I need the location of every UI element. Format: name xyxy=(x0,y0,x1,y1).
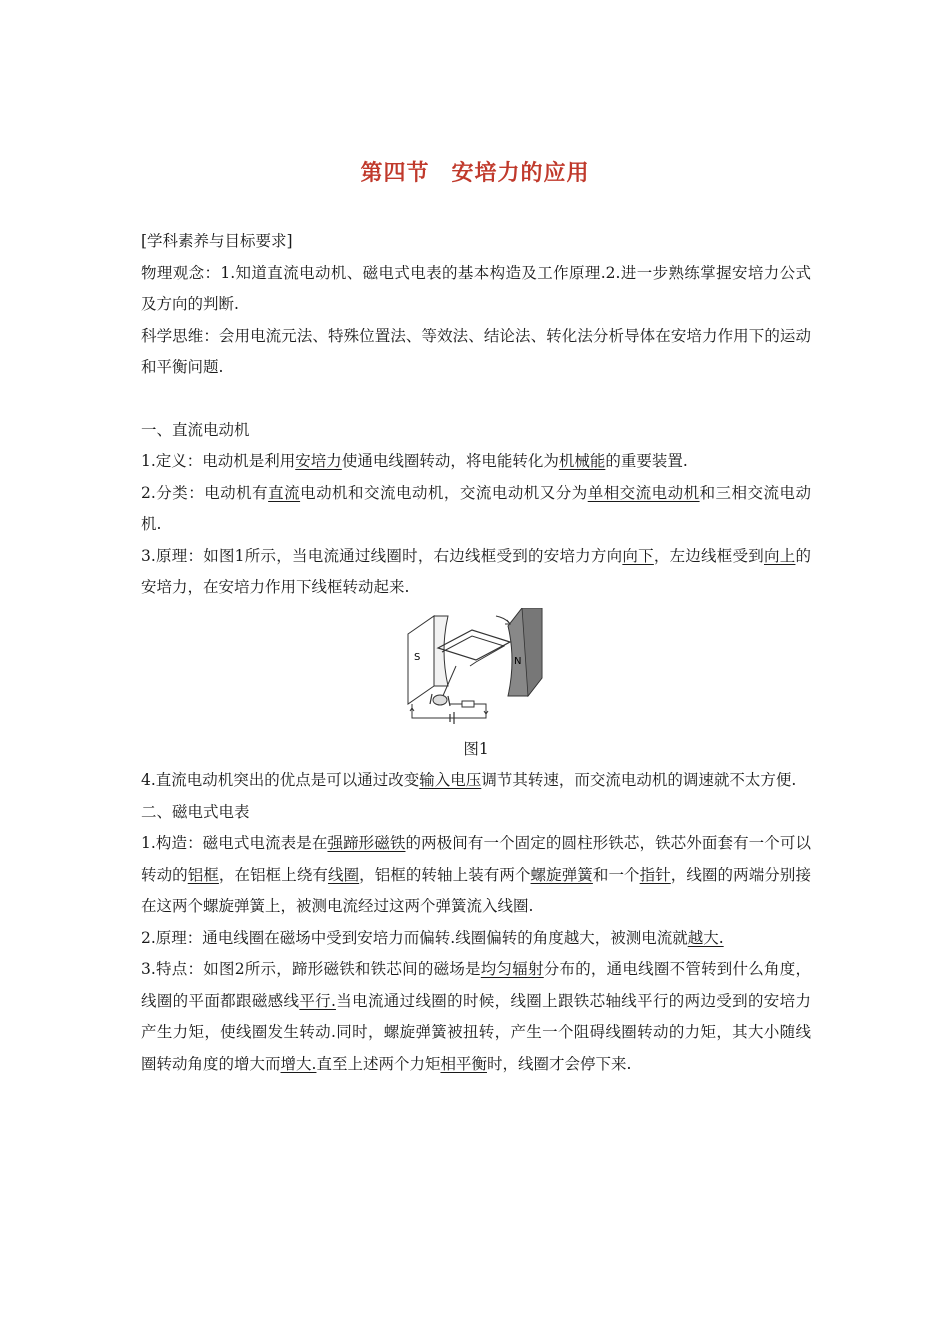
text-run: ，左边线框受到 xyxy=(653,546,764,565)
answer-blank: 向下 xyxy=(622,546,654,565)
goals-thinking xyxy=(141,321,811,384)
text-run: 和三相交流电动机. xyxy=(141,483,811,533)
answer-blank: 直流 xyxy=(268,483,301,502)
dc-motor-diagram xyxy=(404,608,549,728)
answer-blank: 指针 xyxy=(639,865,671,884)
text-run: 电动机和交流电动机，交流电动机又分为 xyxy=(300,483,588,502)
text-run: 直至上述两个力矩 xyxy=(316,1054,441,1073)
text-run: 的两极间有一个固定的圆柱形铁芯，铁芯外面套有一个可以转动的 xyxy=(141,834,811,884)
answer-blank: 单相交流电动机 xyxy=(587,483,700,502)
section1-heading: 一、直流电动机 xyxy=(141,420,250,439)
commutator xyxy=(433,695,447,705)
answer-blank: 向上 xyxy=(763,546,796,565)
section1-advantage xyxy=(141,765,811,797)
section2-features xyxy=(141,954,811,1080)
answer-blank: 输入电压 xyxy=(419,771,482,789)
goals-physics-text: 1.知道直流电动机、磁电式电表的基本构造及工作原理.2.进一步熟练掌握安培力公式及方向的判断. xyxy=(141,263,811,313)
answer-blank: 越大. xyxy=(687,928,724,947)
title-text: 安培力的应用 xyxy=(451,161,590,186)
rotation-arrow xyxy=(496,616,510,624)
text-run: 调节其转速，而交流电动机的调速就不太方便. xyxy=(481,771,797,789)
text-run: 分布的，通电线圈不管转到什么角度，线圈的平面都跟磁感线 xyxy=(141,960,811,1010)
text-run: 4.直流电动机突出的优点是可以通过改变 xyxy=(141,771,420,789)
current-arrow-down xyxy=(484,708,488,714)
answer-blank: 线圈 xyxy=(327,865,360,884)
text-run: 使通电线圈转动，将电能转化为 xyxy=(341,452,559,470)
n-pole-label: N xyxy=(514,655,522,667)
text-run: 1.构造：磁电式电流表是在 xyxy=(141,834,328,852)
circuit-wire xyxy=(412,704,486,718)
text-run: 和一个 xyxy=(592,865,640,884)
text-run: 1.定义：电动机是利用 xyxy=(141,452,296,470)
answer-blank: 平行. xyxy=(299,991,336,1010)
section2-heading: 二、磁电式电表 xyxy=(141,802,250,821)
text-run: ，线圈的两端分别接在这两个螺旋弹簧上，被测电流经过这两个弹簧流入线圈. xyxy=(141,865,811,915)
answer-blank: 螺旋弹簧 xyxy=(530,865,593,884)
text-run: ，在铝框上绕有 xyxy=(218,865,328,884)
section2-construction xyxy=(141,828,811,923)
text-run: 当电流通过线圈的时候，线圈上跟铁芯轴线平行的两边受到的安培力产生力矩，使线圈发生转动.同时，螺旋弹簧被扭转，产生一个阻碍线圈转动的力矩，其大小随线圈转动角度的增大而 xyxy=(141,991,811,1073)
page-title xyxy=(0,156,950,187)
section1-classification xyxy=(141,478,811,541)
figure-1 xyxy=(141,608,811,732)
rotation-arrowhead xyxy=(505,620,510,624)
title-section-number: 第四节 xyxy=(360,161,430,186)
answer-blank: 安培力 xyxy=(295,452,342,470)
goals-header: [学科素养与目标要求] xyxy=(141,232,293,250)
section2-principle xyxy=(141,923,811,955)
goals-thinking-label: 科学思维： xyxy=(141,326,219,345)
text-run: 3.特点：如图2所示，蹄形磁铁和铁芯间的磁场是 xyxy=(141,960,481,978)
text-run: 的重要装置. xyxy=(605,452,688,470)
s-pole-label: S xyxy=(414,651,421,663)
text-run: ，铝框的转轴上装有两个 xyxy=(359,865,531,884)
section1-definition xyxy=(141,446,811,478)
figure-1-caption: 图1 xyxy=(463,739,489,758)
text-run: 的安培力，在安培力作用下线框转动起来. xyxy=(141,546,811,596)
text-run: 3.原理：如图1所示，当电流通过线圈时，右边线框受到的安培力方向 xyxy=(141,546,623,565)
goals-physics xyxy=(141,258,811,321)
text-run: 时，线圈才会停下来. xyxy=(486,1054,632,1073)
text-run: 2.分类：电动机有 xyxy=(141,483,269,502)
current-arrow-up xyxy=(410,708,414,714)
answer-blank: 强蹄形磁铁 xyxy=(327,834,406,852)
s-magnet-face xyxy=(408,616,434,704)
document-body xyxy=(141,226,811,1080)
answer-blank: 相平衡 xyxy=(440,1054,487,1073)
answer-blank: 机械能 xyxy=(558,452,606,470)
answer-blank: 增大. xyxy=(280,1054,317,1073)
goals-thinking-text: 会用电流元法、特殊位置法、等效法、结论法、转化法分析导体在安培力作用下的运动和平衡问题. xyxy=(141,326,811,376)
answer-blank: 铝框 xyxy=(187,865,219,884)
section1-principle xyxy=(141,541,811,604)
resistor xyxy=(462,701,474,707)
spacer xyxy=(141,384,811,415)
answer-blank: 均匀辐射 xyxy=(480,960,544,978)
goals-physics-label: 物理观念： xyxy=(141,263,221,282)
text-run: 2.原理：通电线圈在磁场中受到安培力而偏转.线圈偏转的角度越大，被测电流就 xyxy=(141,928,688,947)
